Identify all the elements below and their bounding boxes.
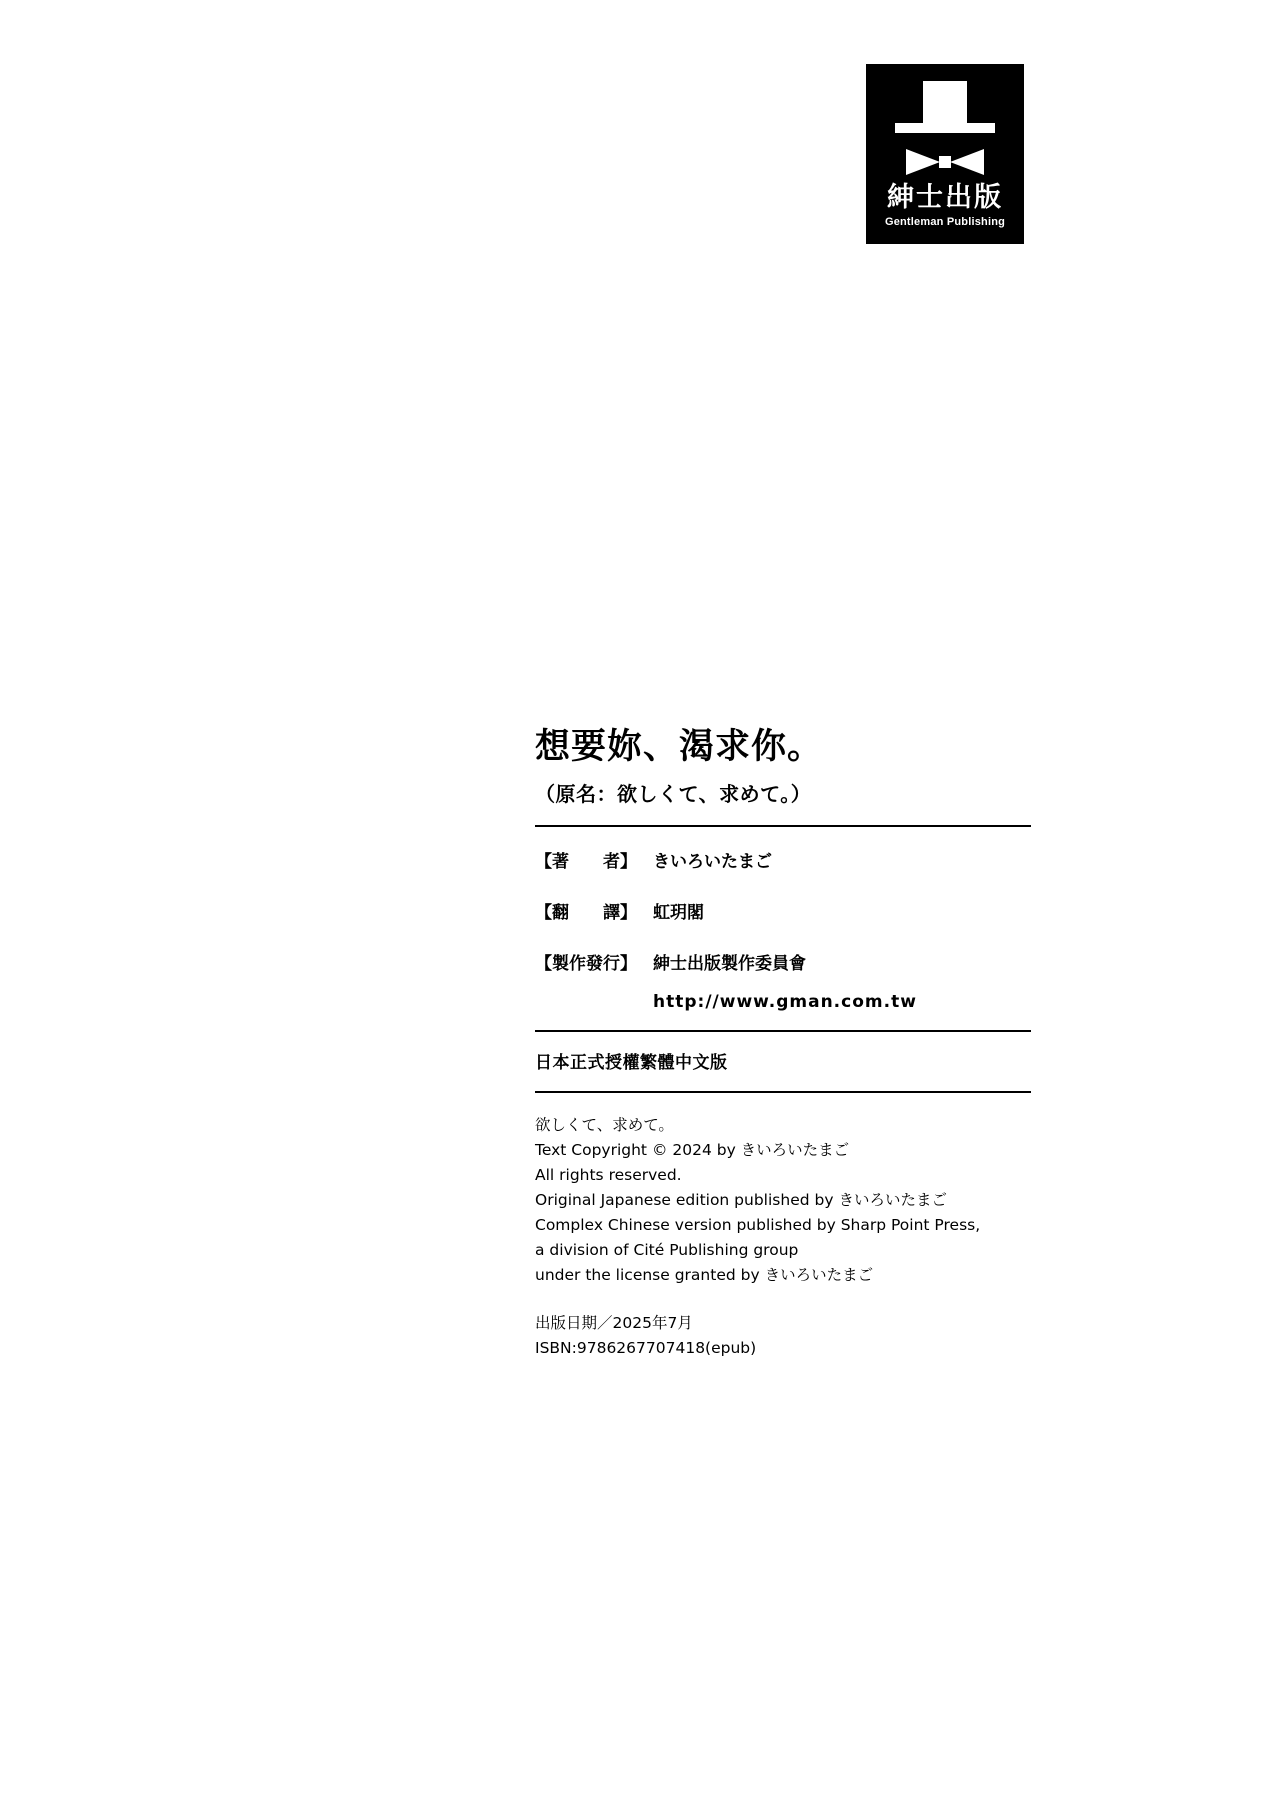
copyright-line-4: Original Japanese edition published by きいろいたまご xyxy=(535,1191,947,1210)
copyright-line-3: All rights reserved. xyxy=(535,1165,682,1184)
publisher-name-en: Gentleman Publishing xyxy=(884,215,1006,228)
colophon xyxy=(535,726,1031,1362)
publication-info xyxy=(535,1311,1031,1362)
credit-row-author xyxy=(535,847,1031,872)
credits-list xyxy=(535,847,1031,1012)
copyright-line-6: a division of Cité Publishing group xyxy=(535,1241,799,1260)
top-hat-icon xyxy=(895,81,995,143)
copyright-line-1: 欲しくて、求めて。 xyxy=(535,1115,674,1134)
publication-date: 出版日期／2025年7月 xyxy=(535,1313,693,1332)
credit-row-translator xyxy=(535,898,1031,923)
divider-bottom xyxy=(535,1091,1031,1093)
credit-value-publisher: 紳士出版製作委員會 xyxy=(653,953,806,974)
copyright-line-7: under the license granted by きいろいたまご xyxy=(535,1266,874,1285)
book-title-original: （原名：欲しくて、求めて。） xyxy=(535,781,812,806)
isbn: ISBN:9786267707418(epub) xyxy=(535,1339,757,1358)
copyright-block xyxy=(535,1113,1031,1289)
credit-label-publisher: 【製作發行】 xyxy=(535,953,637,974)
bow-tie-icon xyxy=(906,149,984,175)
copyright-line-5: Complex Chinese version published by Sharp Point Press, xyxy=(535,1216,981,1235)
credit-value-author: きいろいたまご xyxy=(653,851,772,872)
publisher-logo xyxy=(866,64,1024,244)
book-title: 想要妳、渴求你。 xyxy=(535,727,824,767)
license-statement: 日本正式授權繁體中文版 xyxy=(535,1052,728,1073)
credit-label-author: 【著 者】 xyxy=(535,851,637,872)
credit-value-translator: 虹玥閣 xyxy=(653,902,704,923)
copyright-line-2: Text Copyright © 2024 by きいろいたまご xyxy=(535,1140,850,1159)
credit-row-publisher xyxy=(535,949,1031,974)
divider-top xyxy=(535,825,1031,827)
publisher-name-cn: 紳士出版 xyxy=(887,182,1003,213)
credit-label-translator: 【翻 譯】 xyxy=(535,902,637,923)
publisher-website-link[interactable]: http://www.gman.com.tw xyxy=(653,991,917,1012)
divider-middle xyxy=(535,1030,1031,1032)
